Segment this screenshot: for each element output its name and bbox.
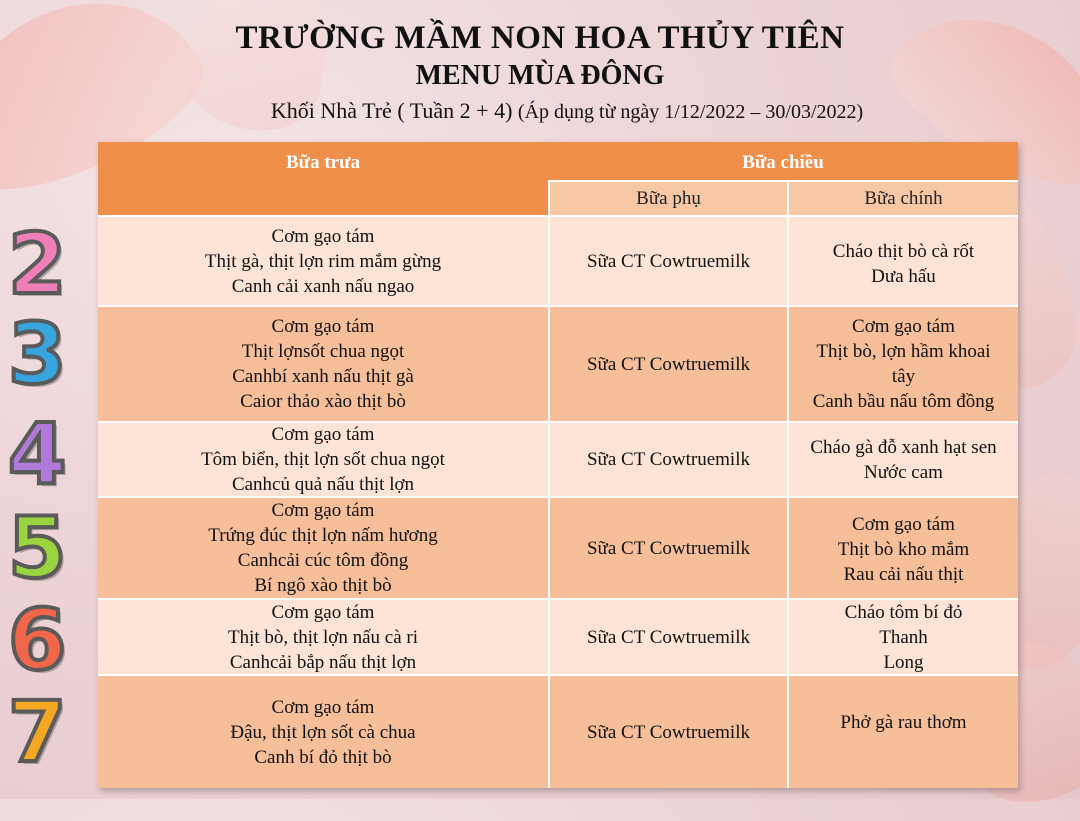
main-text: Cháo tôm bí đỏ Thanh Long (844, 601, 963, 673)
header-snack: Bữa phụ (548, 180, 787, 215)
day-number-7: 7 (8, 683, 67, 781)
snack-text: Sữa CT Cowtruemilk (586, 721, 750, 743)
lunch-day-6 (98, 598, 548, 674)
lunch-day-4 (98, 421, 548, 496)
snack-day-5 (548, 496, 787, 598)
applied-dates: (Áp dụng từ ngày 1/12/2022 – 30/03/2022) (517, 101, 864, 123)
lunch-text: Cơm gạo tám Đậu, thịt lợn sốt cà chua Canh bí đỏ thịt bò (230, 696, 416, 768)
snack-text: Sữa CT Cowtruemilk (586, 449, 750, 470)
day-number-3: 3 (8, 305, 67, 403)
school-title: TRƯỜNG MẦM NON HOA THỦY TIÊN (235, 20, 845, 56)
main-day-6 (787, 598, 1018, 674)
menu-subtitle (0, 98, 1080, 124)
snack-day-6 (548, 598, 787, 674)
main-text: Cháo gà đỗ xanh hạt sen Nước cam (810, 436, 997, 483)
main-text: Cháo thịt bò cà rốt Dưa hấu (832, 241, 975, 287)
snack-day-7 (548, 674, 787, 788)
day-number-5: 5 (8, 499, 67, 597)
snack-text: Sữa CT Cowtruemilk (586, 250, 750, 272)
snack-text: Sữa CT Cowtruemilk (586, 537, 750, 559)
main-day-5 (787, 496, 1018, 598)
main-text: Phở gà rau thơm (840, 712, 967, 733)
lunch-day-5 (98, 496, 548, 598)
snack-text: Sữa CT Cowtruemilk (586, 626, 750, 648)
snack-day-2 (548, 215, 787, 305)
lunch-day-3 (98, 305, 548, 421)
lunch-text: Cơm gạo tám Thịt lợnsốt chua ngọt Canhbí xanh nấu thịt gà Caior thảo xào thịt bò (232, 316, 414, 412)
lunch-day-7 (98, 674, 548, 788)
lunch-text: Cơm gạo tám Thịt bò, thịt lợn nấu cà ri Canhcải bắp nấu thịt lợn (228, 601, 418, 673)
main-text: Cơm gạo tám Thịt bò kho mắm Rau cải nấu thịt (837, 514, 970, 585)
header-afternoon: Bữa chiều (548, 142, 1018, 180)
main-text: Cơm gạo tám Thịt bò, lợn hầm khoai tây Canh bầu nấu tôm đồng (812, 316, 995, 412)
lunch-text: Cơm gạo tám Trứng đúc thịt lợn nấm hương Canhcải cúc tôm đồng Bí ngô xào thịt bò (208, 500, 438, 596)
day-number-2: 2 (8, 215, 67, 313)
main-day-2 (787, 215, 1018, 305)
header-main: Bữa chính (787, 180, 1018, 215)
main-day-7 (787, 674, 1018, 788)
menu-table (98, 142, 1018, 788)
lunch-text: Cơm gạo tám Thịt gà, thịt lợn rim mắm gừng Canh cải xanh nấu ngao (204, 225, 442, 297)
day-number-6: 6 (8, 591, 67, 689)
snack-text: Sữa CT Cowtruemilk (586, 353, 750, 375)
main-day-4 (787, 421, 1018, 496)
menu-title: MENU MÙA ĐÔNG (415, 60, 665, 91)
lunch-day-2 (98, 215, 548, 305)
header-lunch: Bữa trưa (98, 142, 548, 215)
snack-day-3 (548, 305, 787, 421)
lunch-text: Cơm gạo tám Tôm biển, thịt lợn sốt chua ngọt Canhcủ quả nấu thịt lợn (201, 424, 445, 495)
main-day-3 (787, 305, 1018, 421)
snack-day-4 (548, 421, 787, 496)
day-number-4: 4 (8, 405, 67, 503)
group-label: Khối Nhà Trẻ ( Tuần 2 + 4) (270, 98, 513, 123)
